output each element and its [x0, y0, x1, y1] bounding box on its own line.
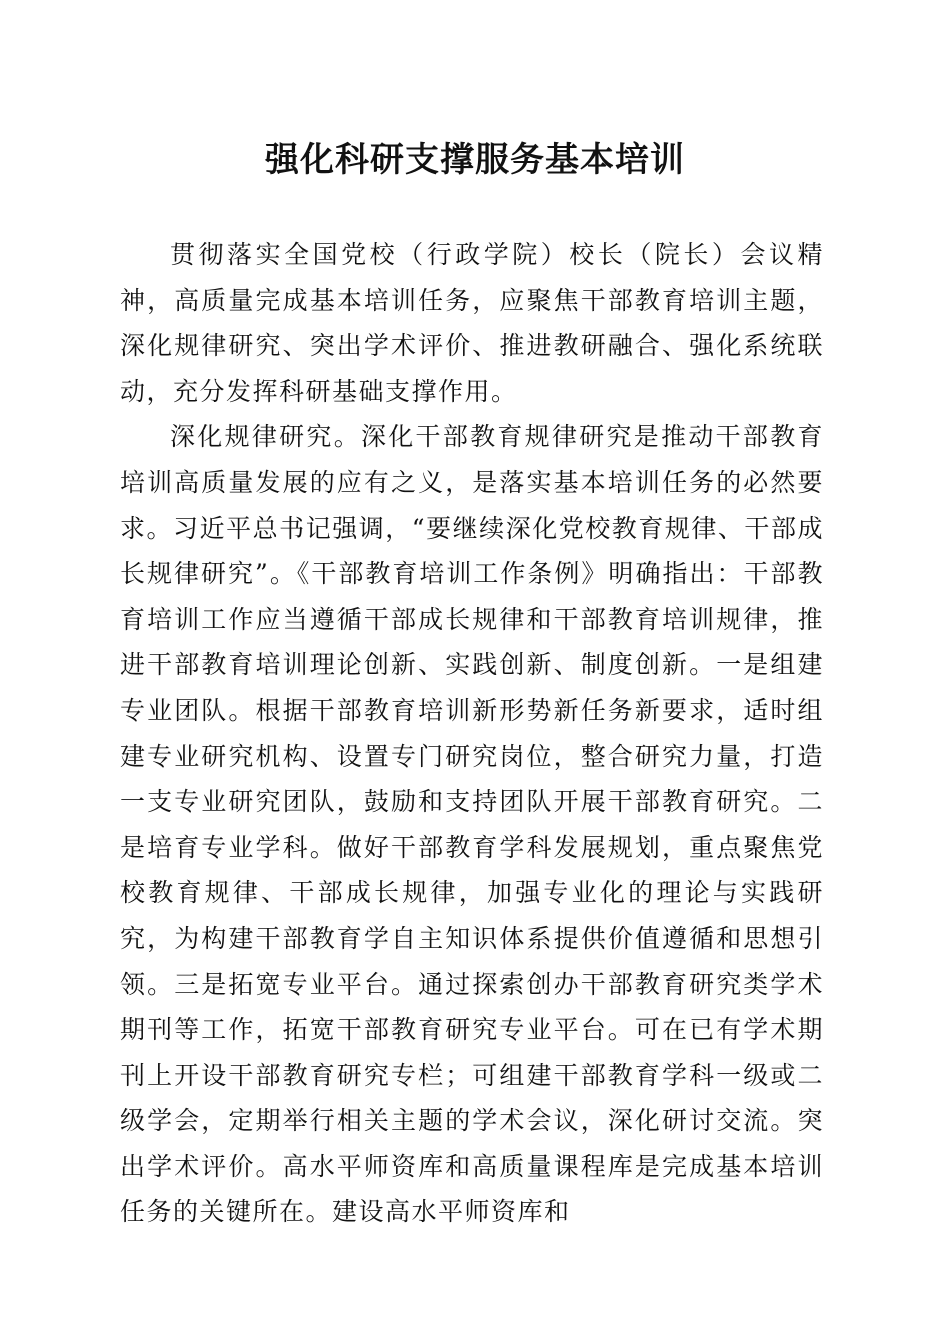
- document-title: 强化科研支撑服务基本培训: [265, 140, 685, 180]
- paragraph-intro: 贯彻落实全国党校（行政学院）校长（院长）会议精神，高质量完成基本培训任务，应聚焦干部教育培训主题，深化规律研究、突出学术评价、推进教研融合、强化系统联动，充分发挥科研基础支撑作用。: [120, 240, 824, 406]
- paragraph-deepen-research: 深化规律研究。深化干部教育规律研究是推动干部教育培训高质量发展的应有之义，是落实基本培训任务的必然要求。习近平总书记强调，“要继续深化党校教育规律、干部成长规律研究”。《干部教育培训工作条例》明确指出：干部教育培训工作应当遵循干部成长规律和干部教育培训规律，推进干部教育培训理论创新、实践创新、制度创新。一是组建专业团队。根据干部教育培训新形势新任务新要求，适时组建专业研究机构、设置专门研究岗位，整合研究力量，打造一支专业研究团队，鼓励和支持团队开展干部教育研究。二是培育专业学科。做好干部教育学科发展规划，重点聚焦党校教育规律、干部成长规律，加强专业化的理论与实践研究，为构建干部教育学自主知识体系提供价值遵循和思想引领。三是拓宽专业平台。通过探索创办干部教育研究类学术期刊等工作，拓宽干部教育研究专业平台。可在已有学术期刊上开设干部教育研究专栏；可组建干部教育学科一级或二级学会，定期举行相关主题的学术会议，深化研讨交流。突出学术评价。高水平师资库和高质量课程库是完成基本培训任务的关键所在。建设高水平师资库和: [120, 422, 824, 1227]
- document-body: [120, 232, 824, 1235]
